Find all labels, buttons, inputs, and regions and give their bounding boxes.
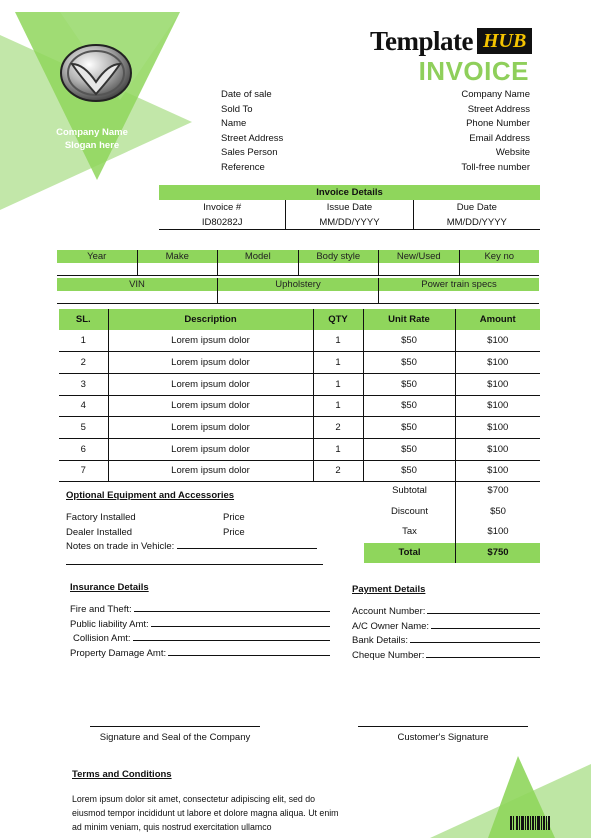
company-slogan: Slogan here (64, 140, 120, 151)
sale-info-left (221, 88, 283, 175)
cell-sl: 1 (59, 330, 108, 352)
decorative-triangles-top (0, 0, 200, 215)
bank-details-field[interactable] (410, 634, 540, 643)
public-liability-row (70, 618, 330, 633)
vehicle-power-train-value[interactable] (378, 291, 539, 303)
company-signature-label: Signature and Seal of the Company (99, 732, 251, 743)
barcode-icon (510, 816, 552, 830)
cell-amount: $100 (455, 352, 540, 374)
fire-theft-row (70, 603, 330, 618)
vehicle-new-used-header: New/Used (378, 250, 459, 263)
cell-amount: $100 (455, 373, 540, 395)
property-damage-label: Property Damage Amt: (70, 647, 167, 659)
collision-label: Collision Amt: (73, 633, 131, 644)
insurance-section (70, 582, 330, 661)
cell-amount: $100 (455, 438, 540, 460)
discount-label: Discount (391, 505, 428, 517)
customer-signature-label: Customer's Signature (397, 732, 489, 743)
vehicle-key-no-header: Key no (459, 250, 540, 263)
account-number-row (352, 605, 540, 620)
tax-label: Tax (402, 526, 417, 537)
cell-unit-rate: $50 (363, 395, 455, 417)
vehicle-model-value[interactable] (217, 263, 298, 275)
invoice-number-value: ID80282J (201, 217, 243, 228)
cell-sl: 3 (59, 373, 108, 395)
collision-row (70, 632, 330, 647)
cell-description: Lorem ipsum dolor (108, 373, 313, 395)
table-row (59, 352, 540, 374)
cell-qty: 1 (313, 373, 363, 395)
col-header-qty: QTY (313, 309, 363, 330)
cell-unit-rate: $50 (363, 330, 455, 352)
property-damage-row (70, 647, 330, 662)
invoice-details-heading: Invoice Details (159, 185, 540, 200)
invoice-details (159, 185, 540, 230)
cell-amount: $100 (455, 417, 540, 439)
cell-description: Lorem ipsum dolor (108, 395, 313, 417)
trade-in-notes-label: Notes on trade in Vehicle: (66, 541, 175, 552)
vehicle-new-used-value[interactable] (378, 263, 459, 275)
cheque-number-field[interactable] (426, 649, 540, 658)
fire-theft-label: Fire and Theft: (70, 604, 132, 615)
discount-value: $50 (455, 502, 540, 523)
total-value: $750 (455, 543, 540, 564)
cell-sl: 5 (59, 417, 108, 439)
cell-amount: $100 (455, 460, 540, 482)
brand-word: Template (370, 25, 473, 56)
vehicle-upholstery-value[interactable] (217, 291, 378, 303)
car-brand-emblem-icon (58, 42, 134, 104)
subtotal-row (364, 481, 540, 502)
cell-sl: 7 (59, 460, 108, 482)
account-number-field[interactable] (427, 605, 540, 614)
cell-amount: $100 (455, 395, 540, 417)
invoice-details-grid (159, 200, 540, 230)
cell-qty: 2 (313, 460, 363, 482)
discount-row (364, 502, 540, 523)
col-header-unit-rate: Unit Rate (363, 309, 455, 330)
terms-text: Lorem ipsum dolor sit amet, consectetur adipiscing elit, sed do eiusmod tempor incididunt ut labore et dolore magna aliqua. Ut enim ad minim veniam, quis nostrud exercitation ullamco (72, 794, 339, 832)
company-signature-line[interactable] (90, 726, 260, 727)
seller-field: Company Name (461, 89, 530, 100)
col-header-amount: Amount (455, 309, 540, 330)
issue-date-value: MM/DD/YYYY (319, 217, 380, 228)
seller-field: Website (495, 147, 530, 158)
bank-details-label: Bank Details: (352, 635, 408, 646)
vehicle-power-train-header: Power train specs (378, 278, 539, 291)
optional-equipment-title: Optional Equipment and Accessories (66, 490, 235, 501)
terms-title: Terms and Conditions (72, 769, 172, 780)
customer-signature-line[interactable] (358, 726, 528, 727)
vehicle-year-header: Year (87, 251, 107, 262)
public-liability-field[interactable] (151, 618, 330, 627)
total-row (364, 543, 540, 564)
table-row (59, 417, 540, 439)
sale-field: Date of sale (221, 89, 272, 100)
cell-qty: 2 (313, 417, 363, 439)
payment-title: Payment Details (352, 584, 426, 595)
trade-in-notes-field-2[interactable] (66, 555, 323, 565)
vehicle-body-style-header: Body style (298, 250, 379, 263)
sale-field: Reference (221, 161, 265, 173)
collision-field[interactable] (133, 632, 330, 641)
vehicle-grid-2 (57, 278, 539, 304)
table-row (59, 373, 540, 395)
factory-price-label: Price (223, 512, 245, 523)
col-header-description: Description (108, 309, 313, 330)
sale-field: Name (221, 118, 247, 129)
sale-info-right (461, 88, 530, 175)
seller-field: Street Address (467, 103, 530, 115)
tax-value: $100 (455, 522, 540, 543)
dealer-installed-label: Dealer Installed (66, 526, 133, 538)
trade-in-notes-row (66, 540, 326, 555)
cell-qty: 1 (313, 395, 363, 417)
vehicle-vin-value[interactable] (57, 291, 217, 303)
cheque-number-label: Cheque Number: (352, 649, 425, 661)
public-liability-label: Public liability Amt: (70, 618, 149, 630)
dealer-installed-row (66, 526, 326, 541)
vehicle-make-header: Make (137, 250, 218, 263)
owner-name-label: A/C Owner Name: (352, 620, 430, 632)
cheque-number-row (352, 649, 540, 664)
due-date-label: Due Date (456, 202, 497, 213)
cell-amount: $100 (455, 330, 540, 352)
vehicle-model-header: Model (217, 250, 298, 263)
vehicle-grid-1-values (57, 263, 539, 276)
factory-installed-row (66, 511, 326, 526)
vehicle-make-value[interactable] (137, 263, 218, 275)
bank-details-row (352, 634, 540, 649)
cell-description: Lorem ipsum dolor (108, 460, 313, 482)
cell-description: Lorem ipsum dolor (108, 417, 313, 439)
totals-block (364, 481, 540, 563)
vehicle-vin-header: VIN (129, 279, 145, 290)
company-name-block (40, 126, 144, 152)
company-logo (50, 42, 142, 107)
subtotal-label: Subtotal (392, 485, 427, 496)
vehicle-grid-2-values (57, 291, 539, 304)
cell-unit-rate: $50 (363, 373, 455, 395)
cell-sl: 4 (59, 395, 108, 417)
cell-qty: 1 (313, 438, 363, 460)
sale-field: Sold To (221, 103, 253, 115)
total-label: Total (398, 546, 421, 558)
seller-field: Email Address (469, 132, 530, 144)
invoice-number-label: Invoice # (203, 202, 242, 213)
payment-section (352, 584, 540, 663)
cell-qty: 1 (313, 330, 363, 352)
sale-field: Street Address (221, 132, 284, 144)
factory-installed-label: Factory Installed (66, 512, 136, 523)
cell-qty: 1 (313, 352, 363, 374)
invoice-title: INVOICE (418, 56, 529, 86)
col-header-sl: SL. (59, 309, 108, 330)
seller-field: Toll-free number (461, 161, 530, 173)
seller-field: Phone Number (466, 118, 530, 129)
tax-row (364, 522, 540, 543)
sale-field: Sales Person (221, 147, 278, 158)
cell-unit-rate: $50 (363, 352, 455, 374)
vehicle-upholstery-header: Upholstery (217, 278, 378, 291)
cell-unit-rate: $50 (363, 417, 455, 439)
cell-unit-rate: $50 (363, 460, 455, 482)
table-row (59, 330, 540, 352)
items-table (59, 309, 540, 482)
due-date-col (413, 200, 540, 229)
items-header-row (59, 309, 540, 330)
due-date-value: MM/DD/YYYY (446, 217, 507, 228)
vehicle-grid-1 (57, 250, 539, 276)
table-row (59, 438, 540, 460)
vehicle-body-style-value[interactable] (298, 263, 379, 275)
vehicle-year-value[interactable] (57, 263, 137, 275)
fire-theft-field[interactable] (134, 603, 330, 612)
table-row (59, 395, 540, 417)
insurance-title: Insurance Details (70, 582, 149, 593)
dealer-price-label: Price (223, 526, 245, 538)
issue-date-label: Issue Date (326, 202, 373, 213)
cell-sl: 2 (59, 352, 108, 374)
cell-description: Lorem ipsum dolor (108, 438, 313, 460)
brand-badge: HUB (477, 28, 532, 54)
optional-equipment-section (66, 490, 326, 565)
account-number-label: Account Number: (352, 606, 426, 617)
cell-unit-rate: $50 (363, 438, 455, 460)
company-name: Company Name (56, 127, 128, 138)
invoice-number-col (159, 200, 285, 229)
cell-description: Lorem ipsum dolor (108, 352, 313, 374)
owner-name-field[interactable] (431, 620, 540, 629)
table-row (59, 460, 540, 482)
owner-name-row (352, 620, 540, 635)
property-damage-field[interactable] (168, 647, 330, 656)
trade-in-notes-field[interactable] (177, 540, 317, 549)
cell-description: Lorem ipsum dolor (108, 330, 313, 352)
subtotal-value: $700 (455, 481, 540, 502)
vehicle-key-no-value[interactable] (459, 263, 540, 275)
issue-date-col (285, 200, 412, 229)
cell-sl: 6 (59, 438, 108, 460)
brand-logo (370, 26, 532, 56)
